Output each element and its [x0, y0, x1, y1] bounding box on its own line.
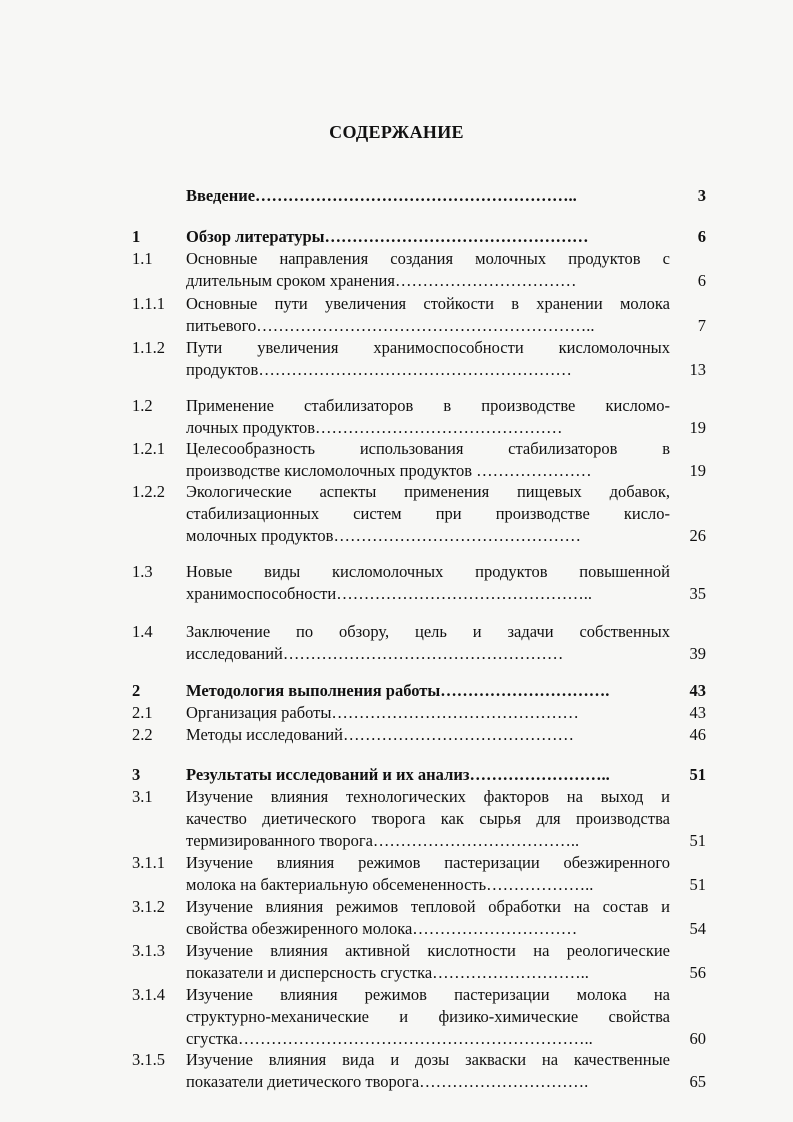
- toc-entry-text: [186, 1049, 670, 1093]
- toc-entry-number: 1.3: [132, 562, 153, 581]
- toc-entry-number: 1: [132, 227, 141, 246]
- toc-entry-line: свойства обезжиренного молока…………………………: [186, 919, 578, 938]
- toc-entry-page: 51: [689, 831, 706, 850]
- toc-entry-line: показатели и дисперсность сгустка………………………..: [186, 963, 589, 982]
- toc-entry-line: Основные направления создания молочных продуктов с: [186, 249, 670, 268]
- toc-entry-text: [186, 940, 670, 984]
- toc-entry-number: 3.1.1: [132, 853, 165, 872]
- toc-entry-line: показатели диетического творога………………………….: [186, 1072, 589, 1091]
- toc-entry-text: [186, 984, 670, 1050]
- toc-entry-text: [186, 786, 670, 852]
- toc-entry-line: стабилизационных систем при производстве кисло-: [186, 504, 670, 523]
- toc-entry-line: продуктов…………………………………………………: [186, 360, 572, 379]
- toc-entry-line: Экологические аспекты применения пищевых добавок,: [186, 482, 670, 501]
- toc-entry-number: 1.4: [132, 622, 153, 641]
- toc-entry-line: Введение…………………………………………………..: [186, 186, 577, 205]
- toc-entry-line: Изучение влияния технологических факторов на выход и: [186, 787, 670, 806]
- toc-entry-number: 2.1: [132, 703, 153, 722]
- toc-entry-line: качество диетического творога как сырья для производства: [186, 809, 670, 828]
- toc-entry-line: структурно-механические и физико-химические свойства: [186, 1007, 670, 1026]
- toc-entry-line: Изучение влияния режимов пастеризации обезжиренного: [186, 853, 670, 872]
- toc-entry-page: 54: [689, 919, 706, 938]
- toc-entry-text: [186, 481, 670, 547]
- toc-entry-text: [186, 896, 670, 940]
- toc-entry-line: Новые виды кисломолочных продуктов повышенной: [186, 562, 670, 581]
- toc-entry-number: 3.1.3: [132, 941, 165, 960]
- toc-entry-number: 3.1.2: [132, 897, 165, 916]
- toc-entry-page: 60: [689, 1029, 706, 1048]
- toc-entry-line: Организация работы………………………………………: [186, 703, 579, 722]
- toc-entry-line: молока на бактериальную обсемененность………………..: [186, 875, 594, 894]
- toc-entry-page: 19: [689, 418, 706, 437]
- toc-entry-text: [186, 680, 670, 702]
- toc-entry-text: [186, 561, 670, 605]
- toc-entry-number: 1.2: [132, 396, 153, 415]
- toc-entry-page: 46: [689, 725, 706, 744]
- toc-entry-line: питьевого……………………………………………………..: [186, 316, 595, 335]
- toc-entry-page: 65: [689, 1072, 706, 1091]
- toc-entry-line: Изучение влияния активной кислотности на реологические: [186, 941, 670, 960]
- toc-entry-page: 6: [697, 227, 706, 246]
- toc-entry-number: 3.1.4: [132, 985, 165, 1004]
- toc-entry-page: 26: [689, 526, 706, 545]
- toc-entry-line: исследований……………………………………………: [186, 644, 564, 663]
- toc-entry-text: [186, 185, 670, 207]
- toc-entry-number: 3.1.5: [132, 1050, 165, 1069]
- toc-entry-page: 3: [697, 186, 706, 205]
- toc-entry-line: производстве кисломолочных продуктов …………………: [186, 461, 592, 480]
- toc-entry-text: [186, 621, 670, 665]
- toc-entry-text: [186, 226, 670, 248]
- toc-entry-page: 56: [689, 963, 706, 982]
- toc-entry-line: Основные пути увеличения стойкости в хранении молока: [186, 294, 670, 313]
- toc-entry-line: Результаты исследований и их анализ……………………..: [186, 765, 610, 784]
- toc-entry-number: 1.2.1: [132, 439, 165, 458]
- toc-entry-line: Изучение влияния режимов пастеризации молока на: [186, 985, 670, 1004]
- toc-entry-page: 43: [689, 703, 706, 722]
- toc-entry-number: 1.2.2: [132, 482, 165, 501]
- toc-entry-line: Методология выполнения работы………………………….: [186, 681, 610, 700]
- toc-entry-number: 3: [132, 765, 141, 784]
- toc-entry-line: молочных продуктов………………………………………: [186, 526, 581, 545]
- toc-entry-page: 51: [689, 765, 706, 784]
- toc-entry-line: Целесообразность использования стабилизаторов в: [186, 439, 670, 458]
- toc-entry-line: хранимоспособности………………………………………..: [186, 584, 592, 603]
- toc-entry-page: 35: [689, 584, 706, 603]
- toc-entry-text: [186, 852, 670, 896]
- toc-entry-line: Изучение влияния вида и дозы закваски на качественные: [186, 1050, 670, 1069]
- toc-entry-line: Заключение по обзору, цель и задачи собственных: [186, 622, 670, 641]
- toc-entry-line: Пути увеличения хранимоспособности кисломолочных: [186, 338, 670, 357]
- toc-entry-text: [186, 438, 670, 482]
- toc-entry-line: сгустка………………………………………………………..: [186, 1029, 593, 1048]
- toc-entry-text: [186, 764, 670, 786]
- toc-entry-line: Методы исследований……………………………………: [186, 725, 574, 744]
- page-title: СОДЕРЖАНИЕ: [329, 122, 464, 142]
- toc-entry-line: Обзор литературы…………………………………………: [186, 227, 589, 246]
- toc-entry-number: 2.2: [132, 725, 153, 744]
- toc-entry-page: 43: [689, 681, 706, 700]
- toc-entry-page: 13: [689, 360, 706, 379]
- toc-entry-number: 2: [132, 681, 141, 700]
- toc-entry-text: [186, 702, 670, 724]
- toc-entry-text: [186, 248, 670, 292]
- toc-entry-text: [186, 724, 670, 746]
- toc-entry-page: 6: [697, 271, 706, 290]
- toc-entry-line: длительным сроком хранения……………………………: [186, 271, 577, 290]
- toc-entry-page: 39: [689, 644, 706, 663]
- toc-entry-number: 1.1: [132, 249, 153, 268]
- toc-entry-line: Изучение влияния режимов тепловой обработки на состав и: [186, 897, 670, 916]
- toc-entry-text: [186, 395, 670, 439]
- toc-entry-number: 1.1.2: [132, 338, 165, 357]
- toc-entry-line: Применение стабилизаторов в производстве кисломо-: [186, 396, 670, 415]
- toc-entry-text: [186, 337, 670, 381]
- toc-entry-text: [186, 293, 670, 337]
- toc-entry-page: 19: [689, 461, 706, 480]
- toc-entry-line: термизированного творога………………………………..: [186, 831, 580, 850]
- toc-entry-number: 1.1.1: [132, 294, 165, 313]
- toc-entry-page: 51: [689, 875, 706, 894]
- toc-entry-page: 7: [697, 316, 706, 335]
- toc-entry-line: лочных продуктов………………………………………: [186, 418, 563, 437]
- toc-entry-number: 3.1: [132, 787, 153, 806]
